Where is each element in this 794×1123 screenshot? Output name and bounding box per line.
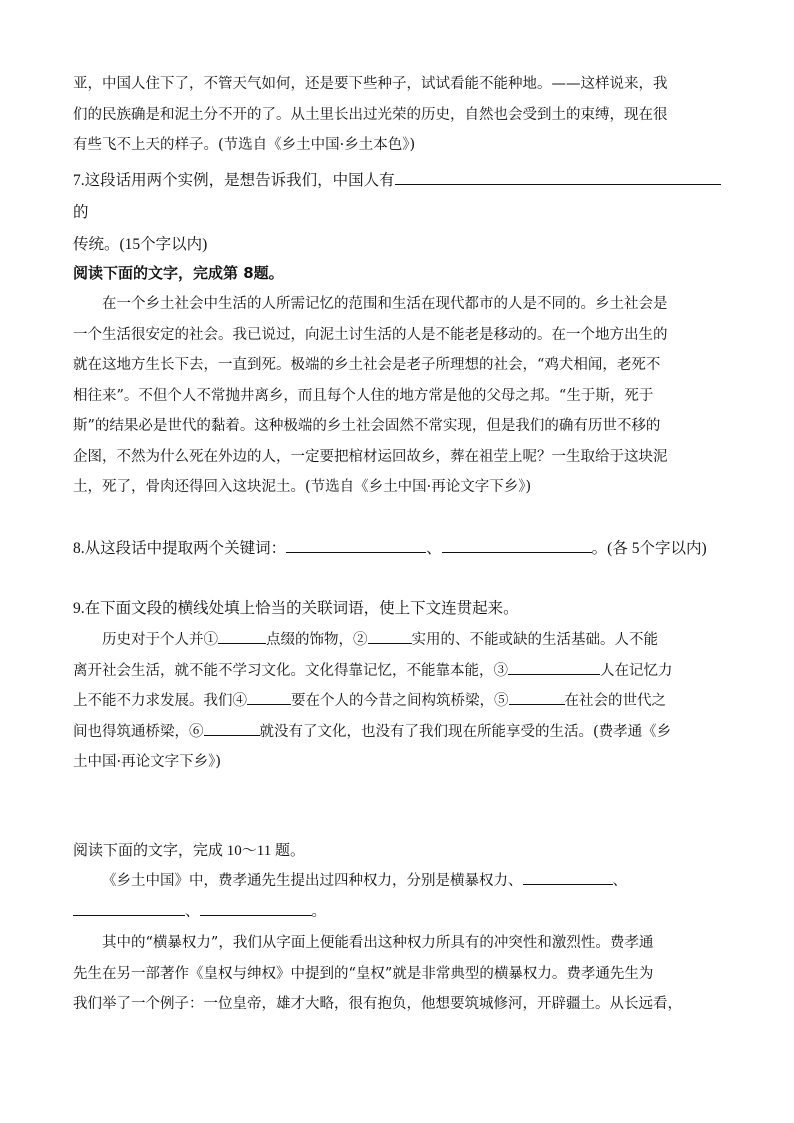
passage-9 bbox=[73, 625, 723, 778]
passage-line: 上不能不力求发展。我们④ 要在个人的今昔之间构筑桥梁，⑤ 在社会的世代之 bbox=[73, 686, 723, 717]
passage-line: 离开社会生活，就不能不学习文化。文化得靠记忆，不能靠本能，③ 人在记忆力 bbox=[73, 656, 723, 687]
passage-line: 企图，不然为什么死在外边的人，一定要把棺材运回故乡，葬在祖茔上呢？一生取给于这块泥 bbox=[73, 448, 668, 465]
answer-blank-9-6[interactable] bbox=[204, 719, 260, 735]
section-heading-10: 阅读下面的文字，完成 10～11 题。 bbox=[73, 843, 305, 859]
passage-line: 其中的“横暴权力”，我们从字面上便能看出这种权力所具有的冲突性和激烈性。费孝通 bbox=[102, 935, 654, 951]
answer-blank-8a[interactable] bbox=[286, 536, 426, 553]
question-7-line1: 7.这段话用两个实例，是想告诉我们，中国人有的 bbox=[73, 165, 723, 229]
passage-line: 相往来”。不但个人不常抛井离乡，而且每个人住的地方常是他的父母之邦。“生于斯，死于 bbox=[73, 387, 654, 404]
question-9: 9.在下面文段的横线处填上恰当的关联词语，使上下文连贯起来。 bbox=[73, 600, 519, 617]
passage-line: 土中国·再论文字下乡》) bbox=[73, 754, 222, 770]
answer-blank-9-5[interactable] bbox=[509, 689, 565, 705]
passage-line: 我们举了一个例子：一位皇帝，雄才大略，很有抱负，他想要筑城修河，开辟疆土。从长远看， bbox=[73, 996, 682, 1012]
answer-blank-7[interactable] bbox=[395, 168, 721, 185]
passage-line: 在一个乡土社会中生活的人所需记忆的范围和生活在现代都市的人是不同的。乡土社会是 bbox=[102, 296, 668, 312]
question-7 bbox=[73, 165, 723, 261]
passage-line: 间也得筑通桥梁，⑥ 就没有了文化，也没有了我们现在所能享受的生活。(费孝通《乡 bbox=[73, 717, 723, 748]
answer-blank-9-1[interactable] bbox=[218, 628, 266, 644]
answer-blank-10b[interactable] bbox=[73, 899, 185, 915]
question-8: 8.从这段话中提取两个关键词： 、 。(各 5个字以内) bbox=[73, 533, 723, 565]
passage-line: 斯”的结果必是世代的黏着。这种极端的乡土社会固然不常实现，但是我们的确有历世不移的 bbox=[73, 418, 661, 434]
passage-line: 亚，中国人住下了，不管天气如何，还是要下些种子，试试看能不能种地。——这样说来，我 bbox=[73, 76, 668, 92]
passage-line: 《乡土中国》中，费孝通先生提出过四种权力，分别是横暴权力、 、 bbox=[73, 866, 723, 897]
passage-10-paragraph-2 bbox=[73, 928, 723, 1020]
passage-line: 先生在另一部著作《皇权与绅权》中提到的“皇权”就是非常典型的横暴权力。费孝通先生为 bbox=[73, 965, 654, 982]
passage-10 bbox=[73, 866, 723, 927]
passage-line: 一个生活很安定的社会。我已说过，向泥土讨生活的人是不能老是移动的。在一个地方出生的 bbox=[73, 326, 668, 343]
passage-line: 历史对于个人并① 点缀的饰物，② 实用的、不能或缺的生活基础。人不能 bbox=[73, 625, 723, 656]
passage-7 bbox=[73, 69, 723, 161]
answer-blank-8b[interactable] bbox=[442, 536, 592, 553]
passage-line: 有些飞不上天的样子。(节选自《乡土中国·乡土本色》) bbox=[73, 137, 416, 153]
question-7-line2: 传统。(15个字以内) bbox=[73, 236, 208, 253]
answer-blank-9-4[interactable] bbox=[247, 689, 291, 705]
passage-line: 、 。 bbox=[73, 897, 723, 928]
answer-blank-10a[interactable] bbox=[523, 869, 613, 885]
answer-blank-10c[interactable] bbox=[200, 899, 312, 915]
answer-blank-9-2[interactable] bbox=[368, 628, 412, 644]
answer-blank-9-3[interactable] bbox=[508, 658, 600, 674]
passage-line: 们的民族确是和泥土分不开的了。从土里长出过光荣的历史，自然也会受到土的束缚，现在很 bbox=[73, 106, 668, 123]
passage-8 bbox=[73, 289, 723, 503]
passage-line: 土，死了，骨肉还得回入这块泥土。(节选自《乡土中国·再论文字下乡》) bbox=[73, 479, 532, 495]
section-heading-8: 阅读下面的文字，完成第 8题。 bbox=[73, 264, 284, 282]
passage-line: 就在这地方生长下去，一直到死。极端的乡土社会是老子所理想的社会，“鸡犬相闻，老死不 bbox=[73, 357, 661, 373]
